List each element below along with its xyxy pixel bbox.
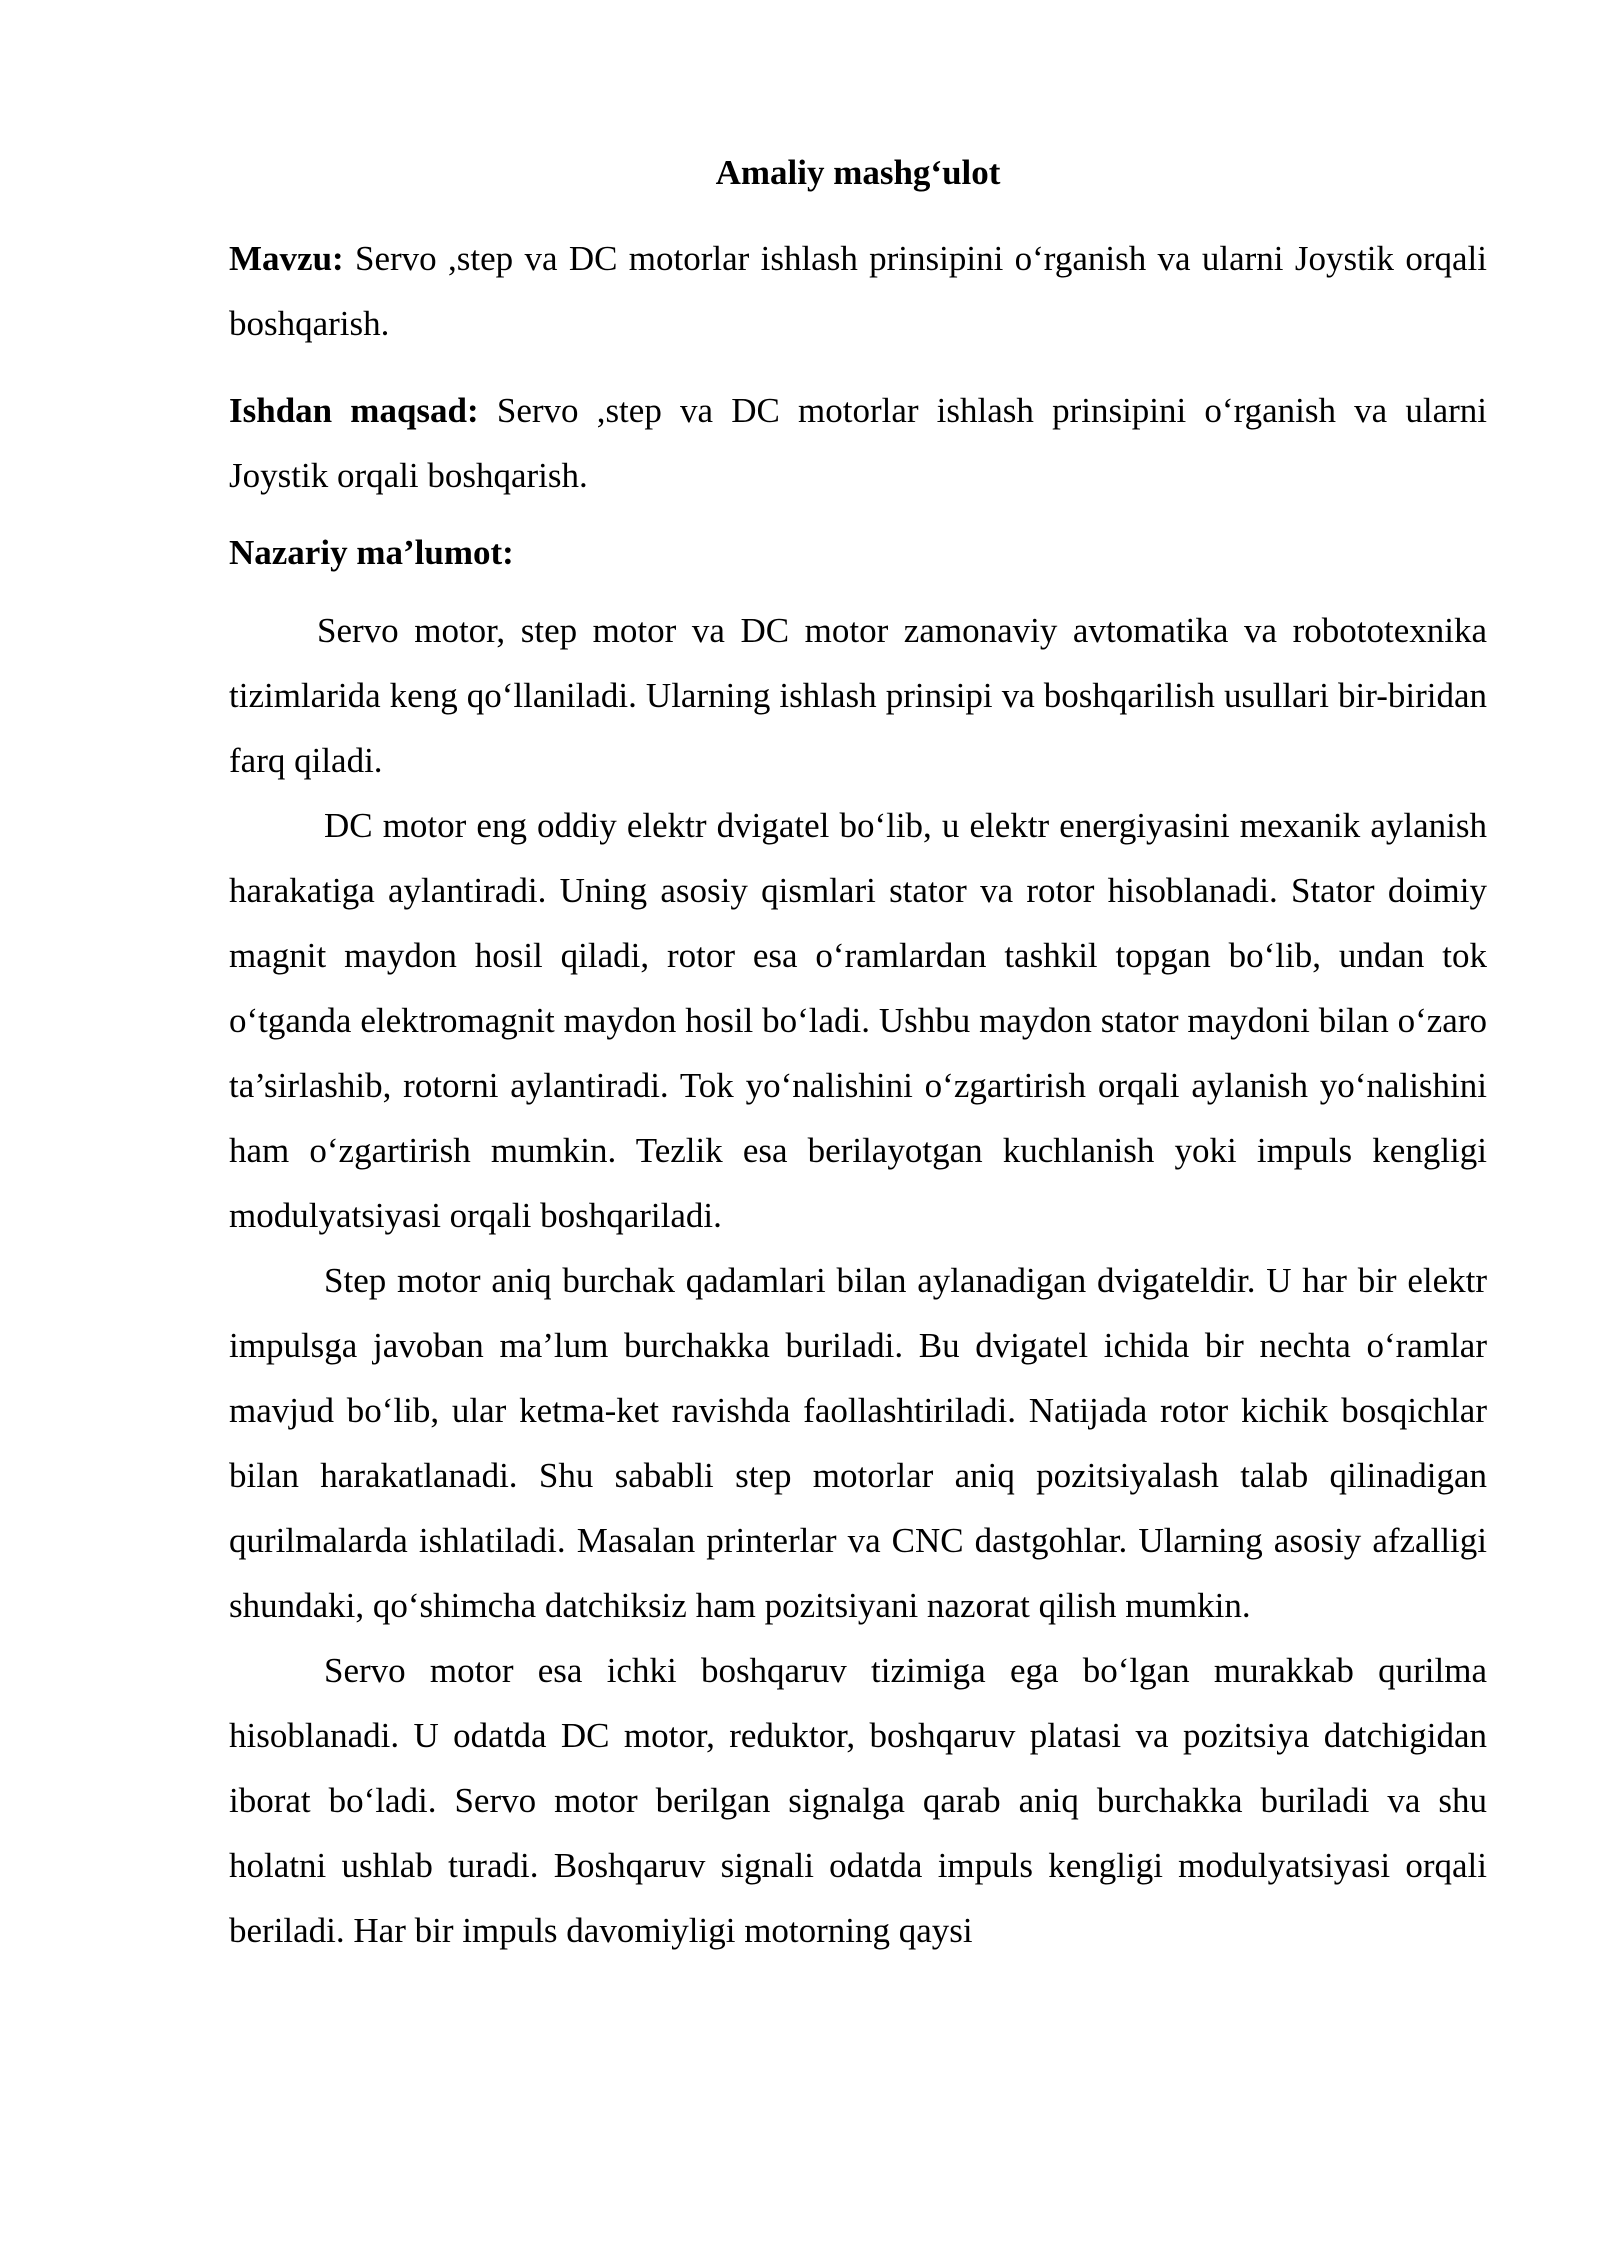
document-page (229, 150, 1487, 1963)
theory-heading: Nazariy ma’lumot: (229, 533, 514, 572)
theory-paragraph-intro: Servo motor, step motor va DC motor zamonaviy avtomatika va robototexnika tizimlarida keng qo‘llaniladi. Ularning ishlash prinsipi va boshqarilish usullari bir-biridan farq qiladi. (229, 611, 1487, 780)
goal-field (229, 378, 1487, 508)
theory-paragraph-step-motor: Step motor aniq burchak qadamlari bilan aylanadigan dvigateldir. U har bir elektr impulsga javoban ma’lum burchakka buriladi. Bu dvigatel ichida bir nechta o‘ramlar mavjud bo‘lib, ular ketma-ket ravishda faollashtiriladi. Natijada rotor kichik bosqichlar bilan harakatlanadi. Shu sababli step motorlar aniq pozitsiyalash talab qilinadigan qurilmalarda ishlatiladi. Masalan printerlar va CNC dastgohlar. Ularning asosiy afzalligi shundaki, qo‘shimcha datchiksiz ham pozitsiyani nazorat qilish mumkin. (229, 1261, 1487, 1625)
topic-field (229, 226, 1487, 356)
document-title: Amaliy mashg‘ulot (715, 153, 1001, 192)
theory-paragraph-servo-motor: Servo motor esa ichki boshqaruv tizimiga ega bo‘lgan murakkab qurilma hisoblanadi. U odatda DC motor, reduktor, boshqaruv platasi va pozitsiya datchigidan iborat bo‘ladi. Servo motor berilgan signalga qarab aniq burchakka buriladi va shu holatni ushlab turadi. Boshqaruv signali odatda impuls kengligi modulyatsiyasi orqali beriladi. Har bir impuls davomiyligi motorning qaysi (229, 1651, 1487, 1950)
topic-label: Mavzu: (229, 239, 344, 278)
goal-label: Ishdan maqsad: (229, 391, 479, 430)
goal-text: Servo ,step va DC motorlar ishlash prinsipini o‘rganish va ularni Joystik orqali boshqarish. (229, 391, 1488, 495)
topic-text: Servo ,step va DC motorlar ishlash prinsipini o‘rganish va ularni Joystik orqali boshqarish. (229, 239, 1487, 343)
theory-paragraph-dc-motor: DC motor eng oddiy elektr dvigatel bo‘lib, u elektr energiyasini mexanik aylanish harakatiga aylantiradi. Uning asosiy qismlari stator va rotor hisoblanadi. Stator doimiy magnit maydon hosil qiladi, rotor esa o‘ramlardan tashkil topgan bo‘lib, undan tok o‘tganda elektromagnit maydon hosil bo‘ladi. Ushbu maydon stator maydoni bilan o‘zaro ta’sirlashib, rotorni aylantiradi. Tok yo‘nalishini o‘zgartirish orqali aylanish yo‘nalishini ham o‘zgartirish mumkin. Tezlik esa berilayotgan kuchlanish yoki impuls kengligi modulyatsiyasi orqali boshqariladi. (229, 806, 1487, 1235)
